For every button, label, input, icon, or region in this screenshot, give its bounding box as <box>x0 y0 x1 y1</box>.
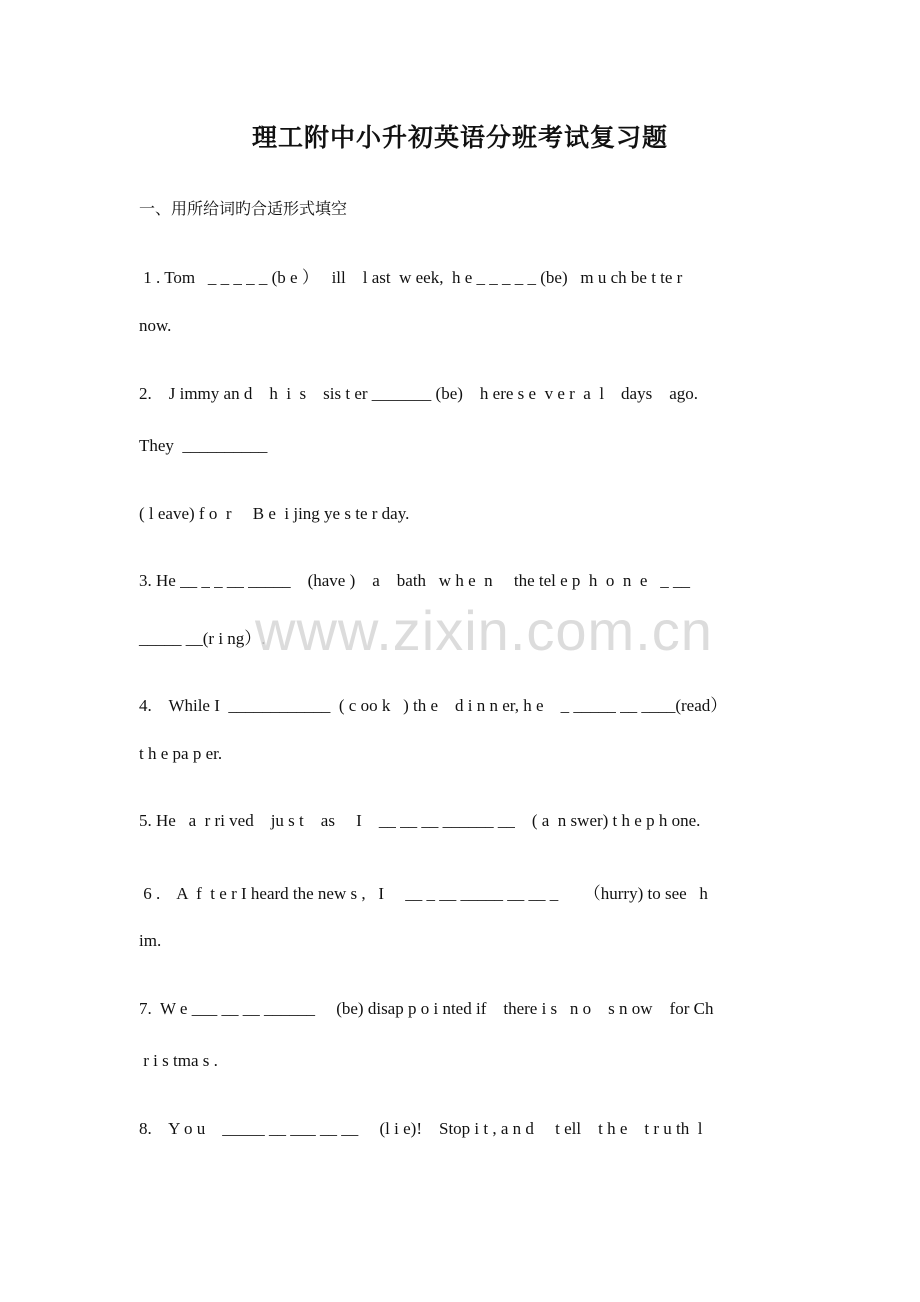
question-7-line-1: 7. W e ___ __ __ ______ (be) disap p o i nted if there i s n o s n ow for Ch <box>139 999 714 1018</box>
question-1-line-1: 1 . Tom _ _ _ _ _ (b e ） ill l ast w eek, h e _ _ _ _ _ (be) m u ch be t te r <box>139 268 683 287</box>
question-4-line-1: 4. While I ____________ ( c oo k ) th e d i n n er, h e _ _____ __ ____(read） <box>139 696 728 715</box>
question-6-line-1: 6 . A f t e r I heard the new s , I __ _ __ _____ __ __ _ （hurry) to see h <box>139 884 708 903</box>
question-3-line-1: 3. He __ _ _ __ _____ (have ) a bath w h e n the tel e p h o n e _ __ <box>139 571 690 590</box>
question-2-line-2: They __________ <box>139 436 268 455</box>
page-title: 理工附中小升初英语分班考试复习题 <box>251 123 668 152</box>
question-7-line-2: r i s tma s . <box>139 1051 218 1070</box>
question-2-line-3: ( l eave) f o r B e i jing ye s te r day. <box>139 504 410 523</box>
question-1-line-2: now. <box>139 316 172 335</box>
question-5-line-1: 5. He a r ri ved ju s t as I __ __ __ ______ __ ( a n swer) t h e p h one. <box>139 811 701 830</box>
question-3-line-2: _____ __(r i ng）. <box>139 629 266 648</box>
site-watermark: www.zixin.com.cn <box>255 599 713 662</box>
question-8-line-1: 8. Y o u _____ __ ___ __ __ (l i e)! Stop i t , a n d t ell t h e t r u th l <box>139 1119 703 1138</box>
section-heading: 一、用所给词旳合适形式填空 <box>139 199 348 218</box>
question-6-line-2: im. <box>139 931 162 950</box>
question-2-line-1: 2. J immy an d h i s sis t er _______ (be) h ere s e v e r a l days ago. <box>139 384 699 403</box>
question-4-line-2: t h e pa p er. <box>139 744 223 763</box>
